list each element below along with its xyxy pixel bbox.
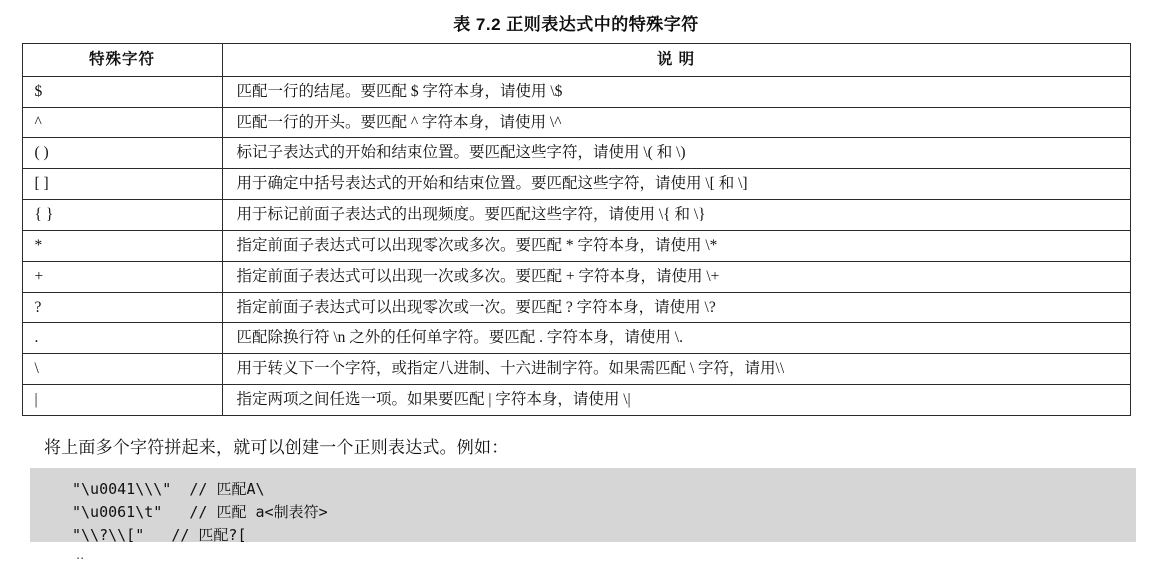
special-characters-table	[22, 43, 1131, 416]
cell-symbol: *	[22, 230, 222, 261]
table-header-row	[22, 44, 1130, 77]
table-caption: 表 7.2 正则表达式中的特殊字符	[453, 15, 699, 34]
cell-description: 匹配一行的结尾。要匹配 $ 字符本身，请使用 \$	[222, 76, 1130, 107]
table-row	[22, 384, 1130, 415]
cell-description: 指定前面子表达式可以出现零次或多次。要匹配 * 字符本身，请使用 \*	[222, 230, 1130, 261]
cell-symbol: ?	[22, 292, 222, 323]
cell-symbol: ^	[22, 107, 222, 138]
code-line: "\\?\\[" // 匹配?[	[72, 526, 247, 545]
cell-symbol: .	[22, 323, 222, 354]
code-example-block	[30, 468, 1136, 545]
cell-description: 指定前面子表达式可以出现一次或多次。要匹配 + 字符本身，请使用 \+	[222, 261, 1130, 292]
table-body	[22, 76, 1130, 415]
cell-symbol: \	[22, 354, 222, 385]
column-header-symbol: 特殊字符	[22, 44, 222, 77]
stray-mark: ⋅⋅	[76, 551, 85, 566]
cell-symbol: [ ]	[22, 169, 222, 200]
cell-symbol: +	[22, 261, 222, 292]
code-line: "\u0061\t" // 匹配 a<制表符>	[72, 503, 328, 521]
document-page	[0, 10, 1152, 573]
column-header-description: 说 明	[222, 44, 1130, 77]
cell-description: 用于确定中括号表达式的开始和结束位置。要匹配这些字符，请使用 \[ 和 \]	[222, 169, 1130, 200]
cell-description: 指定前面子表达式可以出现零次或一次。要匹配 ? 字符本身，请使用 \?	[222, 292, 1130, 323]
cell-symbol: ( )	[22, 138, 222, 169]
table-row	[22, 323, 1130, 354]
table-row	[22, 138, 1130, 169]
cell-description: 匹配一行的开头。要匹配 ^ 字符本身，请使用 \^	[222, 107, 1130, 138]
cell-description: 匹配除换行符 \n 之外的任何单字符。要匹配 . 字符本身，请使用 \.	[222, 323, 1130, 354]
table-row	[22, 261, 1130, 292]
table-row	[22, 169, 1130, 200]
code-line: "\u0041\\\" // 匹配A\	[72, 479, 265, 498]
table-row	[22, 200, 1130, 231]
table-row	[22, 107, 1130, 138]
table-row	[22, 76, 1130, 107]
table-row	[22, 230, 1130, 261]
table-header	[22, 44, 1130, 77]
body-paragraph: 将上面多个字符拼起来，就可以创建一个正则表达式。例如：	[44, 437, 509, 457]
cell-description: 用于转义下一个字符，或指定八进制、十六进制字符。如果需匹配 \ 字符，请用\\	[222, 354, 1130, 385]
cell-symbol: |	[22, 384, 222, 415]
cell-symbol: $	[22, 76, 222, 107]
table-row	[22, 292, 1130, 323]
cell-description: 指定两项之间任选一项。如果要匹配 | 字符本身，请使用 \|	[222, 384, 1130, 415]
cell-description: 用于标记前面子表达式的出现频度。要匹配这些字符，请使用 \{ 和 \}	[222, 200, 1130, 231]
table-row	[22, 354, 1130, 385]
cell-description: 标记子表达式的开始和结束位置。要匹配这些字符，请使用 \( 和 \)	[222, 138, 1130, 169]
cell-symbol: { }	[22, 200, 222, 231]
